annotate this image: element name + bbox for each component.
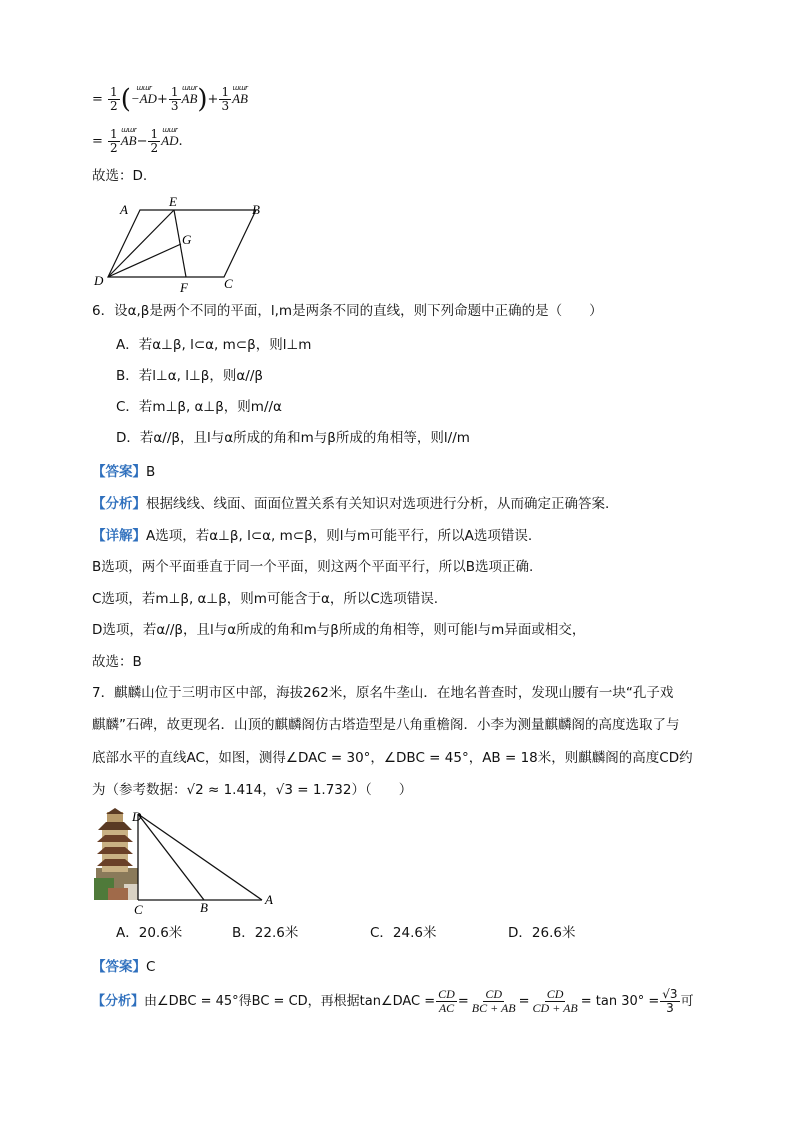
numerator: 1 bbox=[150, 127, 159, 141]
fraction-sqrt3-3 bbox=[660, 988, 679, 1015]
tan-30-text: = tan 30° = bbox=[580, 994, 660, 1010]
parallelogram-figure bbox=[92, 196, 272, 296]
fraction-third bbox=[169, 86, 181, 113]
q6-detail-3: C选项，若m⊥β, α⊥β，则m可能含于α，所以C选项错误. bbox=[92, 591, 439, 607]
denominator: BC + AB bbox=[471, 1001, 516, 1016]
vector-ab bbox=[120, 126, 137, 149]
denominator: 3 bbox=[221, 99, 230, 114]
q7-stem-2: 麒麟”石碑，故更现名．山顶的麒麟阁仿古塔造型是八角重檐阁．小李为测量麒麟阁的高度选取了与 bbox=[92, 717, 680, 733]
vector-ab-label: AB bbox=[232, 91, 248, 107]
denominator: 3 bbox=[666, 1001, 674, 1016]
q6-option-d: D．若α//β，且l与α所成的角和m与β所成的角相等，则l//m bbox=[116, 430, 470, 446]
vector-ad bbox=[130, 84, 157, 107]
label-c: C bbox=[134, 902, 143, 917]
vector-ab-label: AB bbox=[181, 91, 198, 107]
fraction-half bbox=[108, 128, 120, 155]
answer-value: B bbox=[146, 464, 156, 480]
derivation-line-1 bbox=[92, 86, 248, 113]
segment-dg bbox=[108, 244, 181, 277]
answer-line-5: 故选：D. bbox=[92, 168, 148, 184]
detail-text: A选项，若α⊥β, l⊂α, m⊂β，则l与m可能平行，所以A选项错误. bbox=[146, 528, 533, 544]
q7-stem-4: 为（参考数据：√2 ≈ 1.414，√3 = 1.732）（ ） bbox=[92, 782, 413, 798]
vector-arrow-mark: ɯɯr bbox=[136, 84, 152, 93]
q6-answer bbox=[92, 466, 155, 480]
denominator: 2 bbox=[110, 141, 118, 156]
segment-de bbox=[108, 210, 174, 277]
q7-option-b: B．22.6米 bbox=[232, 925, 299, 941]
denominator: 2 bbox=[110, 99, 118, 114]
period: . bbox=[178, 134, 183, 150]
analysis-text: 根据线线、线面、面面位置关系有关知识对选项进行分析，从而确定正确答案. bbox=[146, 496, 610, 512]
q6-stem: 6．设α,β是两个不同的平面，l,m是两条不同的直线，则下列命题中正确的是（ ） bbox=[92, 303, 603, 319]
numerator: CD bbox=[546, 987, 564, 1001]
fraction-cd-cd-ab bbox=[531, 988, 580, 1015]
detail-tag: 【详解】 bbox=[92, 528, 146, 544]
label-b: B bbox=[252, 202, 260, 217]
q7-stem-1: 7．麒麟山位于三明市区中部，海拔262米，原名牛垄山．在地名普查时，发现山腰有一块“孔子戏 bbox=[92, 685, 674, 701]
right-paren: ) bbox=[197, 84, 208, 115]
fraction-cd-ac bbox=[436, 988, 457, 1015]
plus-sign: + bbox=[207, 92, 219, 108]
vector-ab-label: AB bbox=[120, 133, 137, 149]
plus-sign: + bbox=[156, 92, 168, 108]
label-g: G bbox=[182, 232, 192, 247]
numerator: 1 bbox=[221, 85, 230, 99]
fraction-cd-bc-ab bbox=[470, 988, 518, 1015]
minus-sign: − bbox=[136, 134, 148, 150]
q6-option-a: A．若α⊥β, l⊂α, m⊂β，则l⊥m bbox=[116, 337, 312, 353]
answer-tag: 【答案】 bbox=[92, 464, 146, 480]
q6-detail-4: D选项，若α//β，且l与α所成的角和m与β所成的角相等，则可能l与m异面或相交， bbox=[92, 622, 586, 638]
numerator: CD bbox=[438, 987, 455, 1001]
q7-answer bbox=[92, 961, 155, 975]
q7-option-a: A．20.6米 bbox=[116, 925, 183, 941]
q6-option-c: C．若m⊥β, α⊥β，则m//α bbox=[116, 399, 282, 415]
label-a: A bbox=[265, 892, 273, 907]
equals-sign: = bbox=[518, 994, 530, 1010]
analysis-tail: 可 bbox=[680, 994, 694, 1010]
q6-detail-2: B选项，两个平面垂直于同一个平面，则这两个平面平行，所以B选项正确. bbox=[92, 559, 534, 575]
analysis-tag: 【分析】 bbox=[92, 496, 146, 512]
denominator: CD + AB bbox=[532, 1001, 578, 1016]
fraction-third bbox=[219, 86, 231, 113]
label-b: B bbox=[200, 900, 208, 915]
vector-arrow-mark: ɯɯr bbox=[121, 126, 137, 135]
q6-detail-1 bbox=[92, 530, 532, 544]
vector-ab bbox=[181, 84, 198, 107]
fraction-half bbox=[148, 128, 160, 155]
answer-tag: 【答案】 bbox=[92, 959, 146, 975]
denominator: 2 bbox=[150, 141, 159, 156]
q7-analysis bbox=[92, 988, 694, 1015]
vector-arrow-mark: ɯɯr bbox=[181, 84, 197, 93]
vector-ad-label: −AD bbox=[130, 91, 157, 107]
q7-option-c: C．24.6米 bbox=[370, 925, 437, 941]
denominator: 3 bbox=[170, 99, 179, 114]
vector-arrow-mark: ɯɯr bbox=[232, 84, 248, 93]
vector-ad bbox=[161, 126, 179, 149]
equals-sign: = bbox=[457, 994, 469, 1010]
numerator: √3 bbox=[662, 987, 678, 1001]
q7-option-d: D．26.6米 bbox=[508, 925, 576, 941]
tower-triangle-figure bbox=[94, 808, 284, 918]
segment-db bbox=[138, 814, 204, 900]
q6-option-b: B．若l⊥α, l⊥β，则α//β bbox=[116, 368, 263, 384]
label-c: C bbox=[224, 276, 233, 291]
numerator: 1 bbox=[170, 85, 179, 99]
left-paren: ( bbox=[120, 84, 131, 115]
derivation-line-2 bbox=[92, 128, 183, 155]
vector-ad-label: AD bbox=[161, 133, 179, 149]
answer-value: C bbox=[146, 959, 156, 975]
vector-ab bbox=[232, 84, 248, 107]
analysis-tag: 【分析】 bbox=[92, 994, 145, 1010]
q6-final: 故选：B bbox=[92, 654, 142, 670]
label-f: F bbox=[180, 280, 188, 295]
vector-arrow-mark: ɯɯr bbox=[162, 126, 178, 135]
numerator: CD bbox=[485, 987, 503, 1001]
label-d: D bbox=[132, 809, 142, 824]
denominator: AC bbox=[438, 1001, 455, 1016]
segment-da bbox=[138, 814, 262, 900]
equals-sign: = bbox=[92, 134, 103, 150]
label-a: A bbox=[120, 202, 128, 217]
q6-analysis bbox=[92, 498, 609, 512]
label-d: D bbox=[94, 273, 104, 288]
numerator: 1 bbox=[110, 127, 118, 141]
label-e: E bbox=[169, 196, 177, 209]
numerator: 1 bbox=[110, 85, 118, 99]
q7-stem-3: 底部水平的直线AC，如图，测得∠DAC = 30°，∠DBC = 45°，AB = 18米，则麒麟阁的高度CD约 bbox=[92, 750, 693, 766]
analysis-text-part1: 由∠DBC = 45°得BC = CD，再根据tan∠DAC = bbox=[144, 994, 436, 1010]
fraction-half bbox=[108, 86, 120, 113]
equals-sign: = bbox=[92, 92, 103, 108]
